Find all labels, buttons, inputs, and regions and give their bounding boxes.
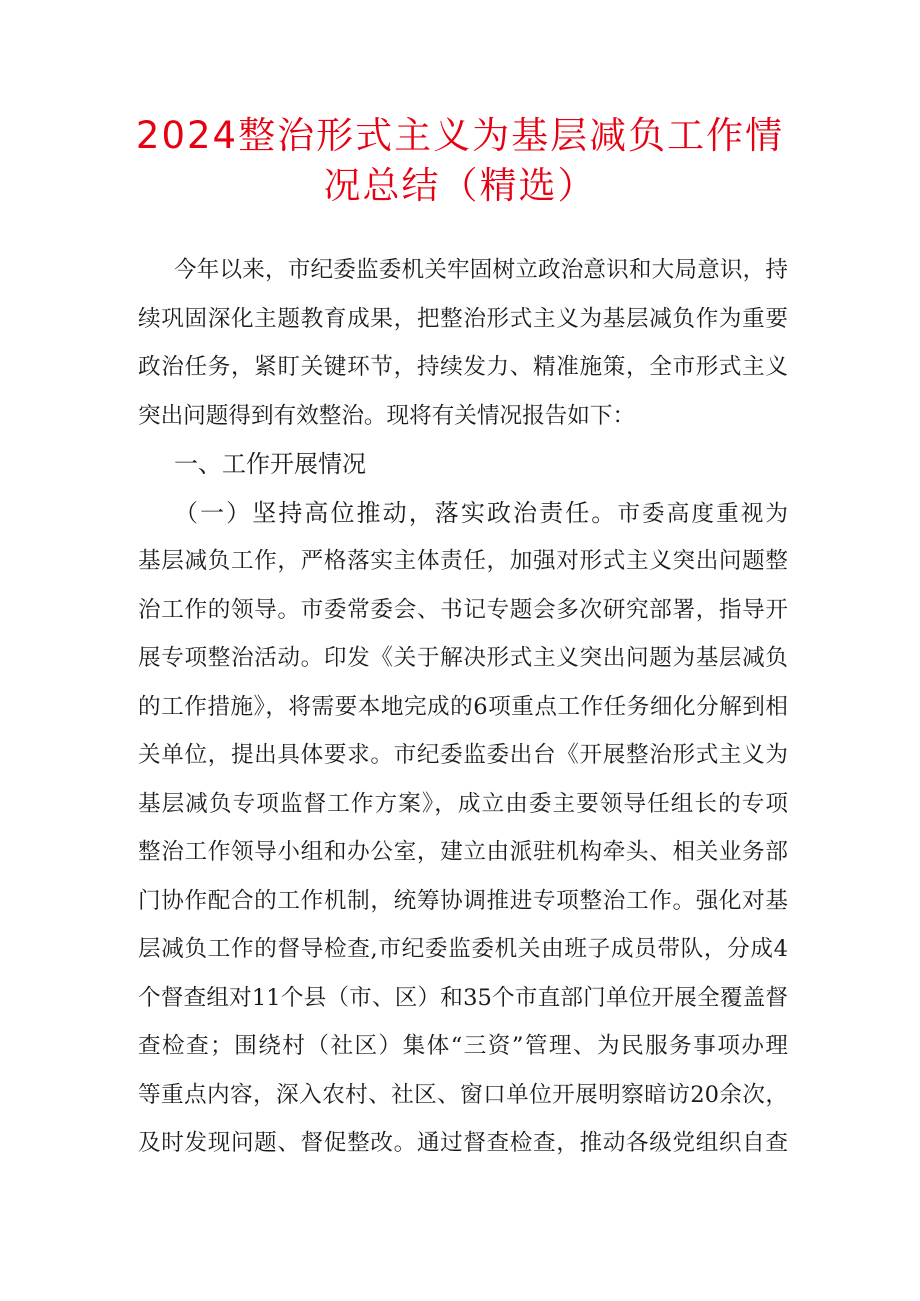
paragraph-line: 基层减负专项监督工作方案》，成立由委主要领导任组长的专项 <box>138 790 788 817</box>
document-body <box>138 250 788 1172</box>
paragraph-line: 政治任务，紧盯关键环节，持续发力、精准施策，全市形式主义 <box>138 354 788 380</box>
paragraph-line: 及时发现问题、督促整改。通过督查检查，推动各级党组织自查 <box>138 1130 788 1156</box>
document-title-line-1: 2024整治形式主义为基层减负工作情 <box>135 114 785 157</box>
paragraph-line: 突出问题得到有效整治。现将有关情况报告如下： <box>138 402 636 429</box>
document-title-line-2: 况总结（精选） <box>323 164 597 207</box>
paragraph-line: 的工作措施》，将需要本地完成的6项重点工作任务细化分解到相 <box>138 693 788 720</box>
paragraph-line: 今年以来，市纪委监委机关牢固树立政治意识和大局意识，持 <box>174 257 788 283</box>
paragraph-line: 层减负工作的督导检查,市纪委监委机关由班子成员带队，分成4 <box>138 936 788 962</box>
paragraph-line: 展专项整治活动。印发《关于解决形式主义突出问题为基层减负 <box>138 645 788 671</box>
paragraph-line: 治工作的领导。市委常委会、书记专题会多次研究部署，指导开 <box>138 596 788 623</box>
intro-paragraph <box>138 250 788 444</box>
paragraph-line: 等重点内容，深入农村、社区、窗口单位开展明察暗访20余次， <box>138 1081 788 1108</box>
paragraph-line: 续巩固深化主题教育成果，把整治形式主义为基层减负作为重要 <box>138 305 788 332</box>
paragraph-line: 查检查；围绕村（社区）集体“三资”管理、为民服务事项办理 <box>138 1033 788 1059</box>
paragraph-line <box>138 493 788 542</box>
paragraph-line: 基层减负工作，严格落实主体责任，加强对形式主义突出问题整 <box>138 548 788 574</box>
paragraph-line: 门协作配合的工作机制，统筹协调推进专项整治工作。强化对基 <box>138 887 788 914</box>
paragraph-line: 个督查组对11个县（市、区）和35个市直部门单位开展全覆盖督 <box>138 984 788 1011</box>
subsection-heading: （一）坚持高位推动，落实政治责任。 <box>174 498 618 527</box>
paragraph-line: 整治工作领导小组和办公室，建立由派驻机构牵头、相关业务部 <box>138 839 788 865</box>
section-heading: 一、工作开展情况 <box>174 450 366 478</box>
paragraph-line-text: 市委高度重视为 <box>617 500 789 527</box>
subsection-paragraph <box>138 493 788 1172</box>
paragraph-line: 关单位，提出具体要求。市纪委监委出台《开展整治形式主义为 <box>138 742 788 768</box>
